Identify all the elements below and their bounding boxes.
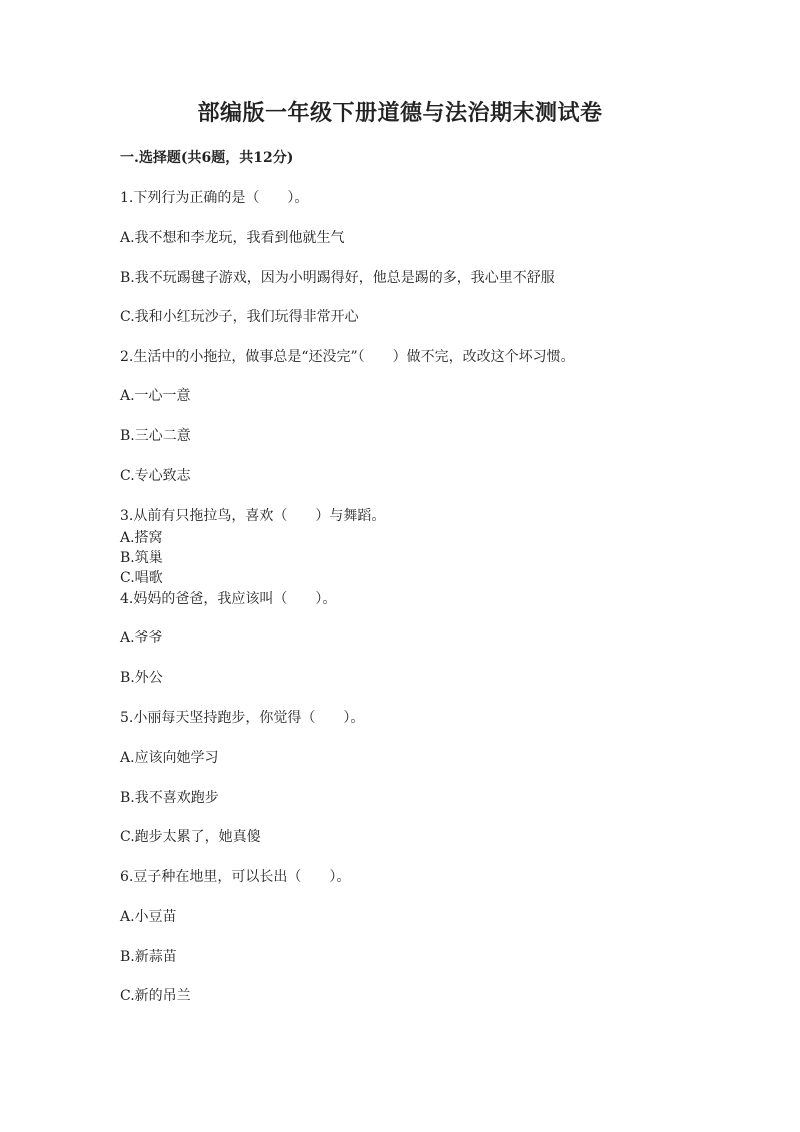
question-4-option-b: B.外公	[120, 670, 163, 686]
question-6-stem: 6.豆子种在地里，可以长出（ ）。	[120, 869, 351, 885]
question-4-stem: 4.妈妈的爸爸，我应该叫（ ）。	[120, 591, 337, 607]
question-3-option-a: A.搭窝	[120, 530, 163, 546]
question-3-option-c: C.唱歌	[120, 570, 163, 586]
question-1-option-a: A.我不想和李龙玩，我看到他就生气	[120, 230, 345, 246]
question-3-stem: 3.从前有只拖拉鸟，喜欢（ ）与舞蹈。	[120, 508, 386, 524]
question-6-option-a: A.小豆苗	[120, 909, 177, 925]
question-5-option-b: B.我不喜欢跑步	[120, 790, 219, 806]
question-2-stem: 2.生活中的小拖拉，做事总是“还没完”（ ）做不完，改改这个坏习惯。	[120, 349, 575, 365]
section-heading: 一.选择题(共6题，共12分)	[120, 150, 294, 166]
question-5-option-a: A.应该向她学习	[120, 750, 219, 766]
question-2-option-a: A.一心一意	[120, 388, 191, 404]
question-4-option-a: A.爷爷	[120, 630, 163, 646]
question-5-option-c: C.跑步太累了，她真傻	[120, 829, 261, 845]
question-5-stem: 5.小丽每天坚持跑步，你觉得（ ）。	[120, 710, 365, 726]
question-1-option-b: B.我不玩踢毽子游戏，因为小明踢得好，他总是踢的多，我心里不舒服	[120, 270, 555, 286]
question-3-option-b: B.筑巢	[120, 550, 163, 566]
page-title: 部编版一年级下册道德与法治期末测试卷	[197, 100, 603, 126]
question-1-option-c: C.我和小红玩沙子，我们玩得非常开心	[120, 309, 359, 325]
question-6-option-c: C.新的吊兰	[120, 988, 191, 1004]
question-6-option-b: B.新蒜苗	[120, 949, 177, 965]
question-2-option-b: B.三心二意	[120, 428, 191, 444]
question-1-stem: 1.下列行为正确的是（ ）。	[120, 190, 309, 206]
question-2-option-c: C.专心致志	[120, 468, 191, 484]
